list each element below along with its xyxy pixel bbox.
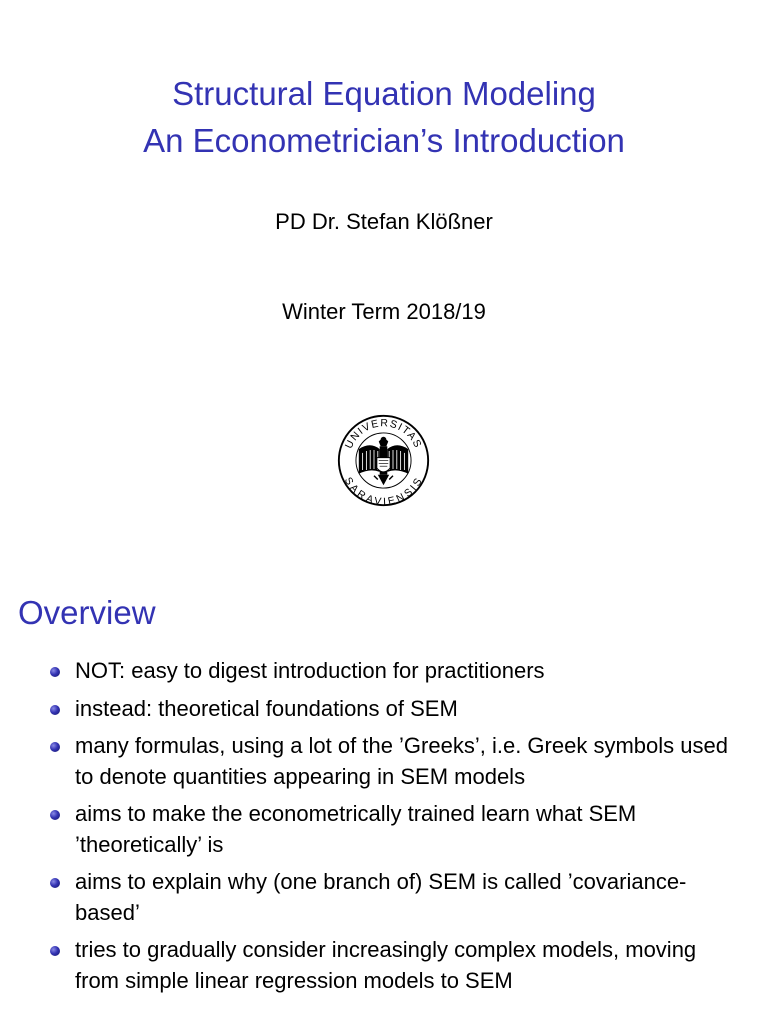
bullet-item [0, 731, 768, 792]
bullet-item [0, 867, 768, 928]
bullet-item [0, 694, 768, 725]
title-block [0, 70, 768, 164]
author-name: PD Dr. Stefan Klößner [275, 209, 493, 234]
bullet-dot-icon [50, 742, 60, 752]
bullet-dot-icon [50, 705, 60, 715]
term-label: Winter Term 2018/19 [282, 299, 486, 324]
bullet-dot-icon [50, 878, 60, 888]
title-line-1: Structural Equation Modeling [172, 75, 596, 112]
overview-heading: Overview [18, 594, 156, 631]
bullet-text: NOT: easy to digest introduction for practitioners [75, 658, 545, 683]
seal-bottom-text: SARAVIENSIS [341, 475, 426, 508]
bullet-text: tries to gradually consider increasingly complex models, moving from simple linear regression models to SEM [75, 937, 697, 993]
bullet-text: aims to explain why (one branch of) SEM is called ’covariance-based’ [75, 869, 687, 925]
title-line-2: An Econometrician’s Introduction [143, 122, 625, 159]
bullet-item [0, 935, 768, 996]
bullet-text: many formulas, using a lot of the ’Greeks’, i.e. Greek symbols used to denote quantities appearing in SEM models [75, 733, 728, 789]
overview-bullet-list [0, 656, 768, 1003]
university-seal-icon [336, 413, 431, 508]
seal-top-text: UNIVERSITAS [343, 418, 424, 451]
bullet-item [0, 799, 768, 860]
bullet-item [0, 656, 768, 687]
bullet-text: instead: theoretical foundations of SEM [75, 695, 458, 721]
bullet-dot-icon [50, 667, 60, 677]
bullet-dot-icon [50, 810, 60, 820]
bullet-text: aims to make the econometrically trained learn what SEM ’theoretically’ is [75, 801, 637, 857]
bullet-dot-icon [50, 946, 60, 956]
